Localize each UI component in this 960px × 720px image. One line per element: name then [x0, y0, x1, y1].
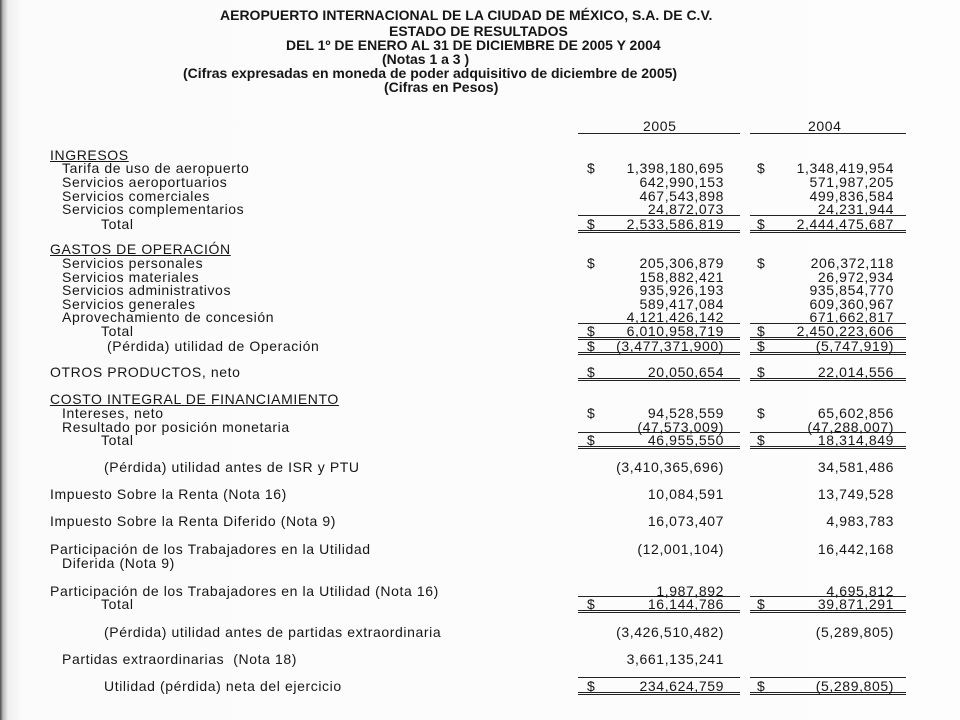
row-label: Total [101, 596, 134, 612]
value-2004: (5,289,805) [815, 624, 894, 640]
value-2005: 6,010,958,719 [626, 323, 724, 339]
row-isr-diferido [0, 514, 960, 528]
row-label: Tarifa de uso de aeropuerto [62, 160, 250, 176]
value-2005: 3,661,135,241 [626, 651, 724, 667]
value-2004: 24,231,944 [817, 201, 894, 217]
table-row [0, 175, 960, 189]
column-header-2005: 2005 [643, 118, 677, 134]
row-label: Servicios complementarios [62, 201, 245, 217]
currency-sign-2004: $ [757, 405, 766, 421]
value-2004: 499,836,584 [809, 188, 894, 204]
value-2005: (47,573,009) [637, 419, 724, 435]
currency-sign-2004: $ [757, 160, 766, 176]
section-heading-gastos [0, 242, 960, 256]
total-double-rule [578, 610, 740, 613]
value-2005: 158,882,421 [639, 269, 724, 285]
value-2004: 571,987,205 [809, 174, 894, 190]
currency-sign-2004: $ [757, 216, 766, 232]
column-header-2004: 2004 [808, 118, 842, 134]
total-row-gastos [0, 324, 960, 338]
row-label: OTROS PRODUCTOS, neto [50, 364, 241, 380]
currency-sign-2004: $ [757, 596, 766, 612]
currency-sign-2005: $ [587, 596, 596, 612]
currency-sign-2004: $ [757, 364, 766, 380]
row-label: Utilidad (pérdida) neta del ejercicio [104, 678, 342, 694]
currency-sign-2005: $ [587, 364, 596, 380]
value-2004: 935,854,770 [809, 282, 894, 298]
row-utilidad-neta [0, 679, 960, 693]
value-2005: 20,050,654 [647, 364, 724, 380]
value-2004: (47,288,007) [807, 419, 894, 435]
row-label: Participación de los Trabajadores en la Utilidad (Nota 16) [50, 583, 439, 599]
row-otros-productos [0, 365, 960, 379]
value-2004: (5,289,805) [815, 678, 894, 694]
value-2005: 16,144,786 [647, 596, 724, 612]
value-2005: (12,001,104) [637, 541, 724, 557]
basis-subtitle: (Cifras expresadas en moneda de poder adquisitivo de diciembre de 2005) [183, 65, 678, 81]
period-title: DEL 1º DE ENERO AL 31 DE DICIEMBRE DE 2005 Y 2004 [286, 37, 661, 53]
value-2005: 642,990,153 [639, 174, 724, 190]
value-2005: 2,533,586,819 [626, 216, 724, 232]
row-label: Servicios aeroportuarios [62, 174, 228, 190]
row-label: Total [101, 216, 134, 232]
row-label: (Pérdida) utilidad antes de partidas extraordinaria [104, 624, 442, 640]
row-label: Participación de los Trabajadores en la Utilidad [50, 541, 371, 557]
row-label: Servicios comerciales [62, 188, 210, 204]
value-2004: 34,581,486 [817, 459, 894, 475]
currency-sign-2005: $ [587, 338, 596, 354]
total-double-rule [750, 446, 906, 449]
total-row-ingresos [0, 217, 960, 231]
row-label: Impuesto Sobre la Renta (Nota 16) [50, 486, 287, 502]
value-2004: 2,444,475,687 [796, 216, 894, 232]
total-double-rule [750, 378, 906, 381]
value-2004: 26,972,934 [817, 269, 894, 285]
value-2004: 16,442,168 [817, 541, 894, 557]
section-title: GASTOS DE OPERACIÓN [50, 241, 231, 257]
value-2005: 467,543,898 [639, 188, 724, 204]
row-isr [0, 487, 960, 501]
net-result-double-rule [578, 692, 740, 695]
currency-sign-2005: $ [587, 405, 596, 421]
currency-sign-2004: $ [757, 678, 766, 694]
value-2004: 22,014,556 [817, 364, 894, 380]
row-label: Partidas extraordinarias (Nota 18) [62, 651, 297, 667]
value-2005: 46,955,550 [647, 432, 724, 448]
row-label: Servicios generales [62, 296, 196, 312]
row-label: Total [101, 432, 134, 448]
table-row [0, 310, 960, 324]
value-2004: 13,749,528 [817, 486, 894, 502]
row-ptu-diferida [0, 542, 960, 556]
table-row [0, 406, 960, 420]
total-double-rule [578, 352, 740, 355]
table-row [0, 256, 960, 270]
currency-sign-2004: $ [757, 338, 766, 354]
row-label: Aprovechamiento de concesión [62, 309, 275, 325]
value-2004: 671,662,817 [809, 309, 894, 325]
notes-title: (Notas 1 a 3 ) [382, 51, 470, 67]
row-label: Impuesto Sobre la Renta Diferido (Nota 9) [50, 513, 337, 529]
total-double-rule [578, 446, 740, 449]
value-2005: (3,477,371,900) [616, 338, 724, 354]
section-heading-costo-integral [0, 392, 960, 406]
currency-sign-2005: $ [587, 255, 596, 271]
total-double-rule [750, 610, 906, 613]
currency-sign-2005: $ [587, 678, 596, 694]
total-double-rule [750, 230, 906, 233]
value-2005: 94,528,559 [647, 405, 724, 421]
row-label: (Pérdida) utilidad de Operación [107, 338, 320, 354]
value-2005: 1,987,892 [656, 583, 724, 599]
value-2004: 65,602,856 [817, 405, 894, 421]
currency-sign-2004: $ [757, 323, 766, 339]
value-2005: 1,398,180,695 [626, 160, 724, 176]
total-double-rule [578, 230, 740, 233]
table-row [0, 161, 960, 175]
value-2005: 234,624,759 [639, 678, 724, 694]
section-title: INGRESOS [50, 147, 129, 163]
value-2005: 935,926,193 [639, 282, 724, 298]
row-label: Intereses, neto [62, 405, 164, 421]
table-row [0, 202, 960, 216]
row-antes-partidas [0, 625, 960, 639]
total-row-costo-integral [0, 433, 960, 447]
row-label: Total [101, 323, 134, 339]
value-2005: 4,121,426,142 [626, 309, 724, 325]
row-label: Servicios personales [62, 255, 204, 271]
row-label: (Pérdida) utilidad antes de ISR y PTU [104, 459, 360, 475]
currency-sign-2004: $ [757, 255, 766, 271]
total-double-rule [750, 352, 906, 355]
value-2004: 4,695,812 [826, 583, 894, 599]
result-row-operacion [0, 339, 960, 353]
currency-sign-2004: $ [757, 432, 766, 448]
value-2004: 206,372,118 [810, 255, 894, 271]
value-2004: (5,747,919) [815, 338, 894, 354]
row-partidas-extraordinarias [0, 652, 960, 666]
units-subtitle: (Cifras en Pesos) [384, 79, 499, 95]
value-2004: 4,983,783 [826, 513, 894, 529]
value-2004: 39,871,291 [817, 596, 894, 612]
header-rule-2004 [750, 133, 906, 134]
table-row [0, 283, 960, 297]
row-label-continued: Diferida (Nota 9) [62, 555, 175, 571]
total-row-impuestos [0, 597, 960, 611]
value-2005: 589,417,084 [639, 296, 724, 312]
section-title: COSTO INTEGRAL DE FINANCIAMIENTO [50, 391, 339, 407]
header-rule-2005 [578, 133, 740, 134]
value-2005: 205,306,879 [639, 255, 724, 271]
row-antes-isr-ptu [0, 460, 960, 474]
value-2005: 16,073,407 [647, 513, 724, 529]
value-2004: 609,360,967 [809, 296, 894, 312]
currency-sign-2005: $ [587, 160, 596, 176]
value-2005: 24,872,073 [647, 201, 724, 217]
value-2004: 2,450,223,606 [796, 323, 894, 339]
value-2004: 1,348,419,954 [796, 160, 894, 176]
statement-title: ESTADO DE RESULTADOS [389, 23, 568, 39]
column-header-row [0, 119, 960, 133]
company-title: AEROPUERTO INTERNACIONAL DE LA CIUDAD DE MÉXICO, S.A. DE C.V. [220, 7, 713, 23]
currency-sign-2005: $ [587, 323, 596, 339]
row-label: Resultado por posición monetaria [62, 419, 290, 435]
row-ptu-diferida-continued [0, 556, 960, 570]
value-2005: 10,084,591 [647, 486, 724, 502]
net-result-double-rule [750, 692, 906, 695]
value-2004: 18,314,849 [817, 432, 894, 448]
total-double-rule [578, 378, 740, 381]
value-2005: (3,410,365,696) [616, 459, 724, 475]
value-2005: (3,426,510,482) [616, 624, 724, 640]
currency-sign-2005: $ [587, 216, 596, 232]
row-label: Servicios administrativos [62, 282, 232, 298]
currency-sign-2005: $ [587, 432, 596, 448]
row-label: Servicios materiales [62, 269, 200, 285]
